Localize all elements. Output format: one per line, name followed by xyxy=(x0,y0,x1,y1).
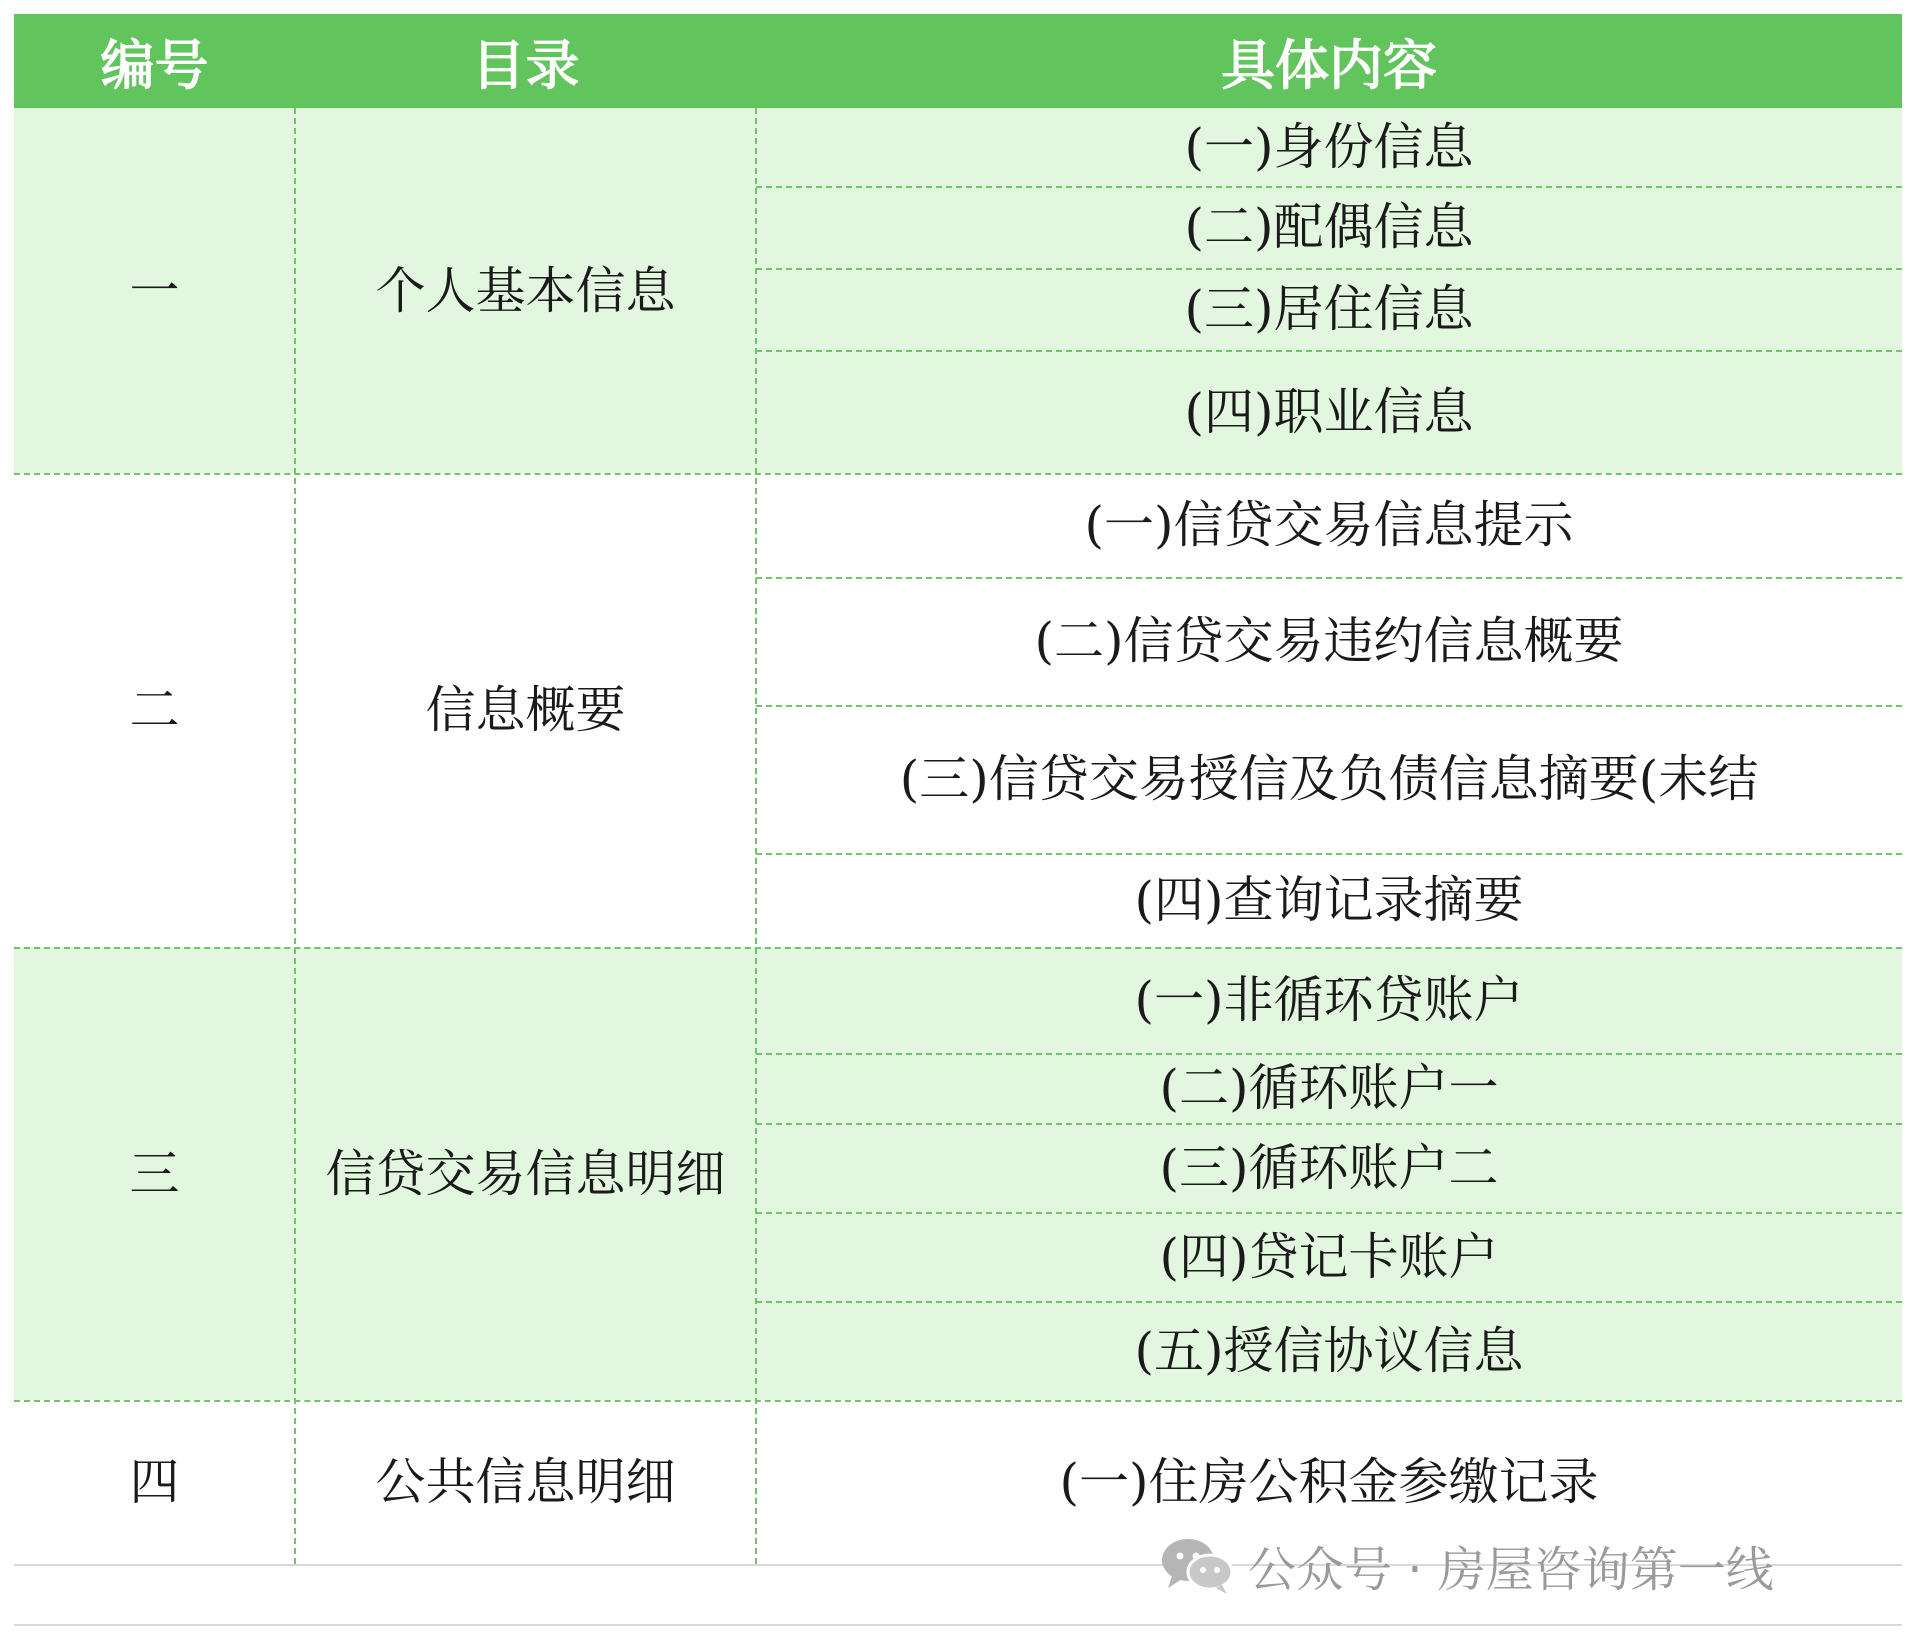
header-col-detail: 具体内容 xyxy=(756,14,1902,108)
detail-item: (二)循环账户一 xyxy=(1159,1059,1499,1117)
section-number: 二 xyxy=(129,681,180,739)
row-divider xyxy=(756,268,1902,270)
header-col-no: 编号 xyxy=(14,14,295,108)
section-catalog: 信息概要 xyxy=(425,681,626,739)
detail-item: (二)配偶信息 xyxy=(1184,198,1474,256)
row-divider xyxy=(756,705,1902,707)
detail-item: (三)循环账户二 xyxy=(1159,1138,1499,1197)
section-catalog: 个人基本信息 xyxy=(375,261,676,320)
wechat-icon xyxy=(1160,1534,1234,1596)
row-divider xyxy=(756,853,1902,855)
detail-item: (四)职业信息 xyxy=(1184,382,1474,441)
detail-item: (五)授信协议信息 xyxy=(1134,1321,1524,1380)
header-col-catalog: 目录 xyxy=(295,14,756,108)
detail-item: (三)居住信息 xyxy=(1184,280,1474,338)
credit-report-catalog-table xyxy=(14,14,1902,1626)
section-number: 四 xyxy=(129,1453,180,1511)
detail-item: (二)信贷交易违约信息概要 xyxy=(1034,612,1624,670)
row-divider xyxy=(756,1123,1902,1125)
column-divider xyxy=(755,108,757,1564)
detail-item: (一)非循环贷账户 xyxy=(1134,971,1524,1029)
column-divider xyxy=(294,108,296,1564)
detail-item: (一)身份信息 xyxy=(1184,118,1474,176)
row-divider xyxy=(756,577,1902,579)
watermark xyxy=(1160,1530,1774,1600)
row-divider xyxy=(756,1212,1902,1214)
row-divider xyxy=(756,186,1902,188)
detail-item: (四)贷记卡账户 xyxy=(1159,1227,1499,1286)
section-catalog: 公共信息明细 xyxy=(375,1453,676,1511)
row-divider xyxy=(756,350,1902,352)
section-number: 一 xyxy=(129,261,180,320)
section-divider xyxy=(14,473,1902,475)
section-catalog: 信贷交易信息明细 xyxy=(325,1144,726,1203)
section-divider xyxy=(14,1400,1902,1402)
row-divider xyxy=(756,1301,1902,1303)
table-bottom-line xyxy=(14,1624,1902,1626)
detail-item: (一)住房公积金参缴记录 xyxy=(1059,1453,1599,1511)
watermark-text: 公众号 · 房屋咨询第一线 xyxy=(1248,1541,1774,1598)
row-divider xyxy=(756,1053,1902,1055)
detail-item: (四)查询记录摘要 xyxy=(1134,871,1524,929)
detail-item: (一)信贷交易信息提示 xyxy=(1084,496,1574,554)
section-number: 三 xyxy=(129,1144,180,1203)
section-divider xyxy=(14,947,1902,949)
detail-item: (三)信贷交易授信及负债信息摘要(未结 xyxy=(899,750,1759,808)
